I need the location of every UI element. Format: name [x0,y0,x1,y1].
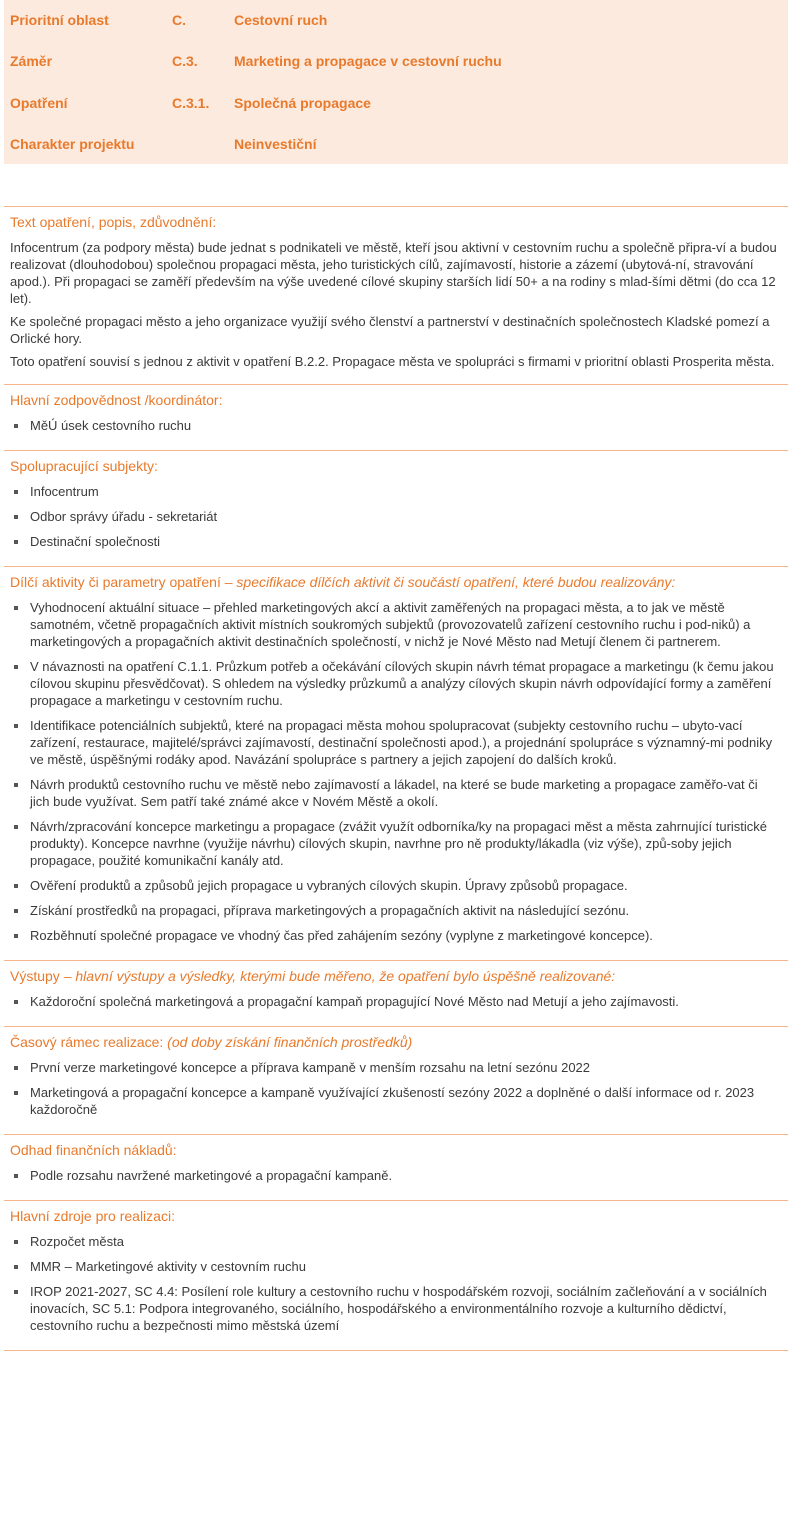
bullet-icon [14,909,18,913]
list-item [4,993,788,1010]
paragraph: Ke společné propagaci město a jeho organizace využijí svého členství a partnerství v destinačních společnostech Kladské pomezí a Orlické hory. [10,314,770,346]
header-code: C. [172,12,186,28]
bullet-icon [14,934,18,938]
bullet-icon [14,665,18,669]
section-title: Text opatření, popis, zdůvodnění: [10,214,217,230]
bullet-icon [14,724,18,728]
section-title [10,1033,788,1051]
header-code: C.3. [172,53,198,69]
list-item [4,1233,788,1250]
costs-section [4,1134,788,1200]
list-item-text: Identifikace potenciálních subjektů, které na propagaci města mohou spolupracovat (subjekty cestovního ruchu – ubyto-vací zařízení, restaurace, majitelé/správci zajímavostí, destinační společnosti apod.), a projednání spolupráce s významný-mi podniky ve městě, úspěšnými rodáky apod. Navázání spolupráce s partnery a jejich zapojení do dalších kroků. [30,718,773,767]
list-item-text: IROP 2021-2027, SC 4.4: Posílení role kultury a cestovního ruchu v hospodářském rozvoji, sociálním začleňování a v sociálních inovacích, SC 5.1: Podpora integrovaného, sociálního, hospodářského a environmentálního rozvoje a kulturního dědictví, cestovního ruchu a bezpečnosti mimo městská území [30,1284,767,1333]
list-item [4,658,788,709]
list-item [4,717,788,768]
paragraph: Infocentrum (za podpory města) bude jednat s podnikateli ve městě, kteří jsou aktivní v cestovním ruchu a společně připra-ví a budou realizovat (dlouhodobou) společnou propagaci města, jeho turistických cílů, zajímavostí, historie a zázemí (ubytová-ní, stravování apod.). Při propagaci se zaměří především na výše uvedené cílové skupiny starších lidí 50+ a na rodiny s mlad-šími dětmi (do cca 12 let). [10,240,777,306]
section-title-sub: (od doby získání finančních prostředků) [167,1034,413,1050]
section-title: Hlavní zdroje pro realizaci: [10,1208,175,1224]
header-label: Prioritní oblast [10,12,109,28]
header-value: Marketing a propagace v cestovní ruchu [234,53,502,69]
header-label: Charakter projektu [10,136,135,152]
list-item [4,599,788,650]
list-item-text: Vyhodnocení aktuální situace – přehled marketingových akcí a aktivit zaměřených na propagaci města, a to jak ve městě samotném, včetně propagačních aktivit místních soukromých subjektů (provozovatelů zařízení cestovního ruchu i pod-niků) a marketingových a propagačních aktivit destinačních společností, v nichž je Nové Město nad Metují členem či partnerem. [30,600,751,649]
header-value: Společná propagace [234,95,371,111]
bullet-icon [14,1290,18,1294]
list-item-text: V návaznosti na opatření C.1.1. Průzkum potřeb a očekávání cílových skupin návrh témat propagace a marketingu (k čemu jakou cílovou skupinu přesvědčovat). S ohledem na výsledky průzkumů a analýzy cílových skupin návrh odpovídající formy a zaměření propagace a marketingu v cestovním ruchu. [30,659,774,708]
paragraph: Toto opatření souvisí s jednou z aktivit v opatření B.2.2. Propagace města ve spolupráci s firmami v prioritní oblasti Prosperita města. [10,354,775,369]
list-item [4,417,788,434]
list-item-text: Infocentrum [30,484,99,499]
list-item [4,533,788,550]
list-item-text: Rozpočet města [30,1234,124,1249]
section-title-sub: – hlavní výstupy a výsledky, kterými bude měřeno, že opatření bylo úspěšně realizované: [59,968,616,984]
section-title [10,573,788,591]
header-row-priority [4,12,788,32]
bullet-icon [14,884,18,888]
list-item-text: Ověření produktů a způsobů jejich propagace u vybraných cílových skupin. Úpravy způsobů propagace. [30,878,628,893]
header-row-character [4,136,788,156]
header-row-measure [4,95,788,115]
header-table [4,0,788,164]
bullet-icon [14,1174,18,1178]
section-title: Odhad finančních nákladů: [10,1142,177,1158]
list-item [4,483,788,500]
list-item-text: MMR – Marketingové aktivity v cestovním ruchu [30,1259,306,1274]
list-item [4,1258,788,1275]
section-title [10,967,788,985]
outputs-section [4,960,788,1026]
bullet-icon [14,490,18,494]
sources-section [4,1200,788,1351]
bullet-icon [14,825,18,829]
activities-section [4,566,788,960]
list-item-text: Rozběhnutí společné propagace ve vhodný čas před zahájením sezóny (vyplyne z marketingové koncepce). [30,928,653,943]
list-item [4,776,788,810]
list-item [4,818,788,869]
bullet-icon [14,1240,18,1244]
bullet-icon [14,1265,18,1269]
section-title-sub: – specifikace dílčích aktivit či součástí opatření, které budou realizovány: [220,574,676,590]
list-item-text: Získání prostředků na propagaci, příprava marketingových a propagačních aktivit na následující sezónu. [30,903,630,918]
list-item [4,1167,788,1184]
list-item-text: Návrh/zpracování koncepce marketingu a propagace (zvážit využít odborníka/ky na propagaci měst a města zahrnující turistické produkty). Koncepce navrhne (využije návrhu) cílových skupin, navrhne pro ně produkty/lákadla (viz výše), způ-soby jejich propagace, použité komunikační kanály atd. [30,819,768,868]
list-item [4,902,788,919]
header-value: Cestovní ruch [234,12,328,28]
list-item-text: Destinační společnosti [30,534,161,549]
section-title: Hlavní zodpovědnost /koordinátor: [10,392,223,408]
text-section [4,206,788,384]
header-label: Opatření [10,95,68,111]
measure-details [4,206,788,1351]
bullet-icon [14,515,18,519]
list-item-text: Návrh produktů cestovního ruchu ve městě nebo zajímavostí a lákadel, na které se bude marketing a propagace zaměřo-vat či jich bude využívat. Sem patří také známé akce v Novém Městě a okolí. [30,777,758,809]
list-item-text: Každoroční společná marketingová a propagační kampaň propagující Nové Město nad Metují a jeho zajímavosti. [30,994,679,1009]
section-title: Spolupracující subjekty: [10,458,158,474]
bullet-icon [14,424,18,428]
header-value: Neinvestiční [234,136,317,152]
list-item-text: Odbor správy úřadu - sekretariát [30,509,218,524]
bullet-icon [14,540,18,544]
section-title-main: Časový rámec realizace: [10,1034,168,1050]
header-label: Záměr [10,53,53,69]
list-item [4,1283,788,1334]
timeframe-section [4,1026,788,1134]
list-item [4,508,788,525]
list-item [4,1059,788,1076]
responsibility-section [4,384,788,450]
header-row-intent [4,53,788,73]
bullet-icon [14,1091,18,1095]
list-item [4,877,788,894]
bullet-icon [14,1066,18,1070]
bullet-icon [14,606,18,610]
list-item-text: První verze marketingové koncepce a příprava kampaně v menším rozsahu na letní sezónu 2022 [30,1060,591,1075]
bullet-icon [14,783,18,787]
list-item-text: MěÚ úsek cestovního ruchu [30,418,192,433]
list-item-text: Marketingová a propagační koncepce a kampaně využívající zkušeností sezóny 2022 a doplněné o další informace od r. 2023 každoročně [30,1085,755,1117]
cooperating-section [4,450,788,566]
list-item [4,1084,788,1118]
header-code: C.3.1. [172,95,210,111]
list-item [4,927,788,944]
section-title-main: Dílčí aktivity či parametry opatření [10,574,221,590]
bullet-icon [14,1000,18,1004]
list-item-text: Podle rozsahu navržené marketingové a propagační kampaně. [30,1168,393,1183]
section-title-main: Výstupy [10,968,60,984]
